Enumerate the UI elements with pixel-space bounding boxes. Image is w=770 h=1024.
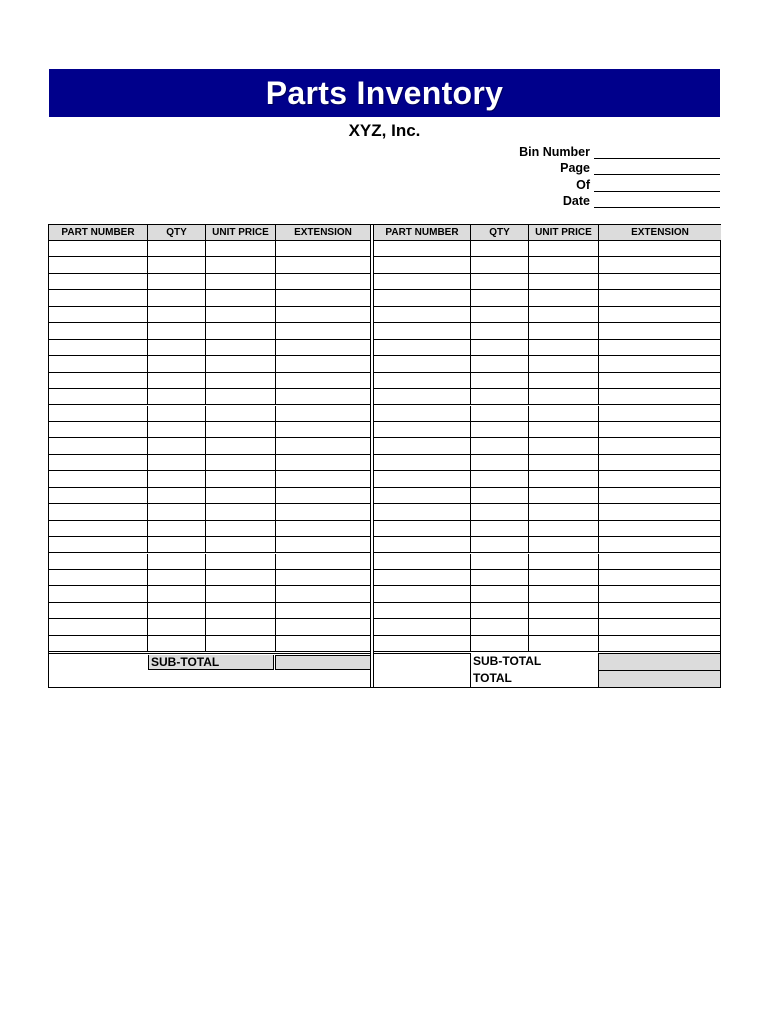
table-cell[interactable] <box>49 406 148 421</box>
table-cell[interactable] <box>471 422 529 437</box>
table-cell[interactable] <box>599 504 721 519</box>
table-cell[interactable] <box>374 521 471 536</box>
table-cell[interactable] <box>276 323 370 338</box>
date-label: Date <box>562 194 590 208</box>
table-cell[interactable] <box>276 274 370 289</box>
table-cell[interactable] <box>374 471 471 486</box>
table-cell[interactable] <box>206 257 276 272</box>
table-cell[interactable] <box>49 554 148 569</box>
table-cell[interactable] <box>529 356 599 371</box>
table-cell[interactable] <box>529 554 599 569</box>
table-row <box>374 290 721 306</box>
table-cell[interactable] <box>206 406 276 421</box>
table-cell[interactable] <box>374 241 471 256</box>
table-cell[interactable] <box>276 438 370 453</box>
table-cell[interactable] <box>49 586 148 601</box>
table-cell[interactable] <box>206 603 276 618</box>
page-field[interactable] <box>594 160 720 175</box>
table-cell[interactable] <box>49 537 148 552</box>
table-row <box>374 471 721 487</box>
table-row <box>374 241 721 257</box>
table-cell[interactable] <box>529 537 599 552</box>
table-cell[interactable] <box>276 422 370 437</box>
table-row <box>374 537 721 553</box>
table-cell[interactable] <box>529 586 599 601</box>
table-cell[interactable] <box>599 389 721 404</box>
page-label: Page <box>560 161 590 175</box>
table-cell[interactable] <box>529 257 599 272</box>
table-cell[interactable] <box>276 471 370 486</box>
table-cell[interactable] <box>599 521 721 536</box>
document-meta <box>480 142 720 208</box>
left-subtotal-label: SUB-TOTAL <box>148 655 274 670</box>
table-cell[interactable] <box>276 307 370 322</box>
table-cell[interactable] <box>599 290 721 305</box>
table-cell[interactable] <box>206 438 276 453</box>
table-cell[interactable] <box>599 455 721 470</box>
table-cell[interactable] <box>276 570 370 585</box>
table-row <box>374 389 721 405</box>
right-subtotal-label: SUB-TOTAL <box>473 654 542 668</box>
table-cell[interactable] <box>206 373 276 388</box>
table-cell[interactable] <box>471 636 529 651</box>
table-cell[interactable] <box>374 603 471 618</box>
table-row <box>374 570 721 586</box>
table-row <box>374 619 721 635</box>
table-cell[interactable] <box>374 619 471 634</box>
table-cell[interactable] <box>49 356 148 371</box>
table-cell[interactable] <box>148 554 206 569</box>
table-row <box>374 323 721 339</box>
table-cell[interactable] <box>471 340 529 355</box>
table-row <box>374 406 721 422</box>
table-cell[interactable] <box>374 504 471 519</box>
table-row <box>374 274 721 290</box>
table-cell[interactable] <box>471 389 529 404</box>
table-cell[interactable] <box>374 389 471 404</box>
table-cell[interactable] <box>148 619 206 634</box>
table-cell[interactable] <box>276 406 370 421</box>
table-row <box>374 603 721 619</box>
table-cell[interactable] <box>276 636 370 651</box>
table-cell[interactable] <box>276 389 370 404</box>
table-cell[interactable] <box>148 586 206 601</box>
table-cell[interactable] <box>49 241 148 256</box>
table-cell[interactable] <box>206 521 276 536</box>
table-cell[interactable] <box>276 257 370 272</box>
table-cell[interactable] <box>148 274 206 289</box>
table-cell[interactable] <box>206 307 276 322</box>
table-cell[interactable] <box>206 241 276 256</box>
table-cell[interactable] <box>599 619 721 634</box>
table-cell[interactable] <box>599 438 721 453</box>
table-cell[interactable] <box>206 356 276 371</box>
table-row <box>49 455 373 471</box>
table-row <box>49 323 373 339</box>
table-cell[interactable] <box>49 257 148 272</box>
of-label: Of <box>576 177 590 192</box>
table-cell[interactable] <box>148 488 206 503</box>
table-row <box>374 504 721 520</box>
left-header-part-number: PART NUMBER <box>49 225 148 240</box>
table-cell[interactable] <box>276 241 370 256</box>
table-cell[interactable] <box>276 488 370 503</box>
table-cell[interactable] <box>599 307 721 322</box>
table-cell[interactable] <box>374 340 471 355</box>
table-cell[interactable] <box>49 603 148 618</box>
table-cell[interactable] <box>276 373 370 388</box>
table-cell[interactable] <box>49 636 148 651</box>
left-header-qty: QTY <box>148 225 206 240</box>
table-cell[interactable] <box>471 274 529 289</box>
table-cell[interactable] <box>471 488 529 503</box>
right-footer <box>374 653 721 688</box>
table-cell[interactable] <box>148 290 206 305</box>
table-cell[interactable] <box>599 241 721 256</box>
table-cell[interactable] <box>529 603 599 618</box>
table-row <box>49 406 373 422</box>
table-cell[interactable] <box>529 241 599 256</box>
table-cell[interactable] <box>148 323 206 338</box>
table-cell[interactable] <box>148 241 206 256</box>
table-cell[interactable] <box>599 586 721 601</box>
table-row <box>374 438 721 454</box>
right-total-value[interactable] <box>598 670 721 688</box>
table-cell[interactable] <box>374 570 471 585</box>
table-row <box>49 554 373 570</box>
table-cell[interactable] <box>471 554 529 569</box>
right-header-unit-price: UNIT PRICE <box>529 225 599 240</box>
right-header-part-number: PART NUMBER <box>374 225 471 240</box>
table-cell[interactable] <box>599 422 721 437</box>
table-cell[interactable] <box>374 257 471 272</box>
table-row <box>374 373 721 389</box>
table-cell[interactable] <box>471 537 529 552</box>
table-cell[interactable] <box>206 586 276 601</box>
table-cell[interactable] <box>49 471 148 486</box>
table-cell[interactable] <box>471 356 529 371</box>
table-cell[interactable] <box>471 603 529 618</box>
table-cell[interactable] <box>148 406 206 421</box>
table-cell[interactable] <box>471 504 529 519</box>
table-cell[interactable] <box>276 290 370 305</box>
table-row <box>49 521 373 537</box>
table-row <box>49 488 373 504</box>
table-cell[interactable] <box>374 290 471 305</box>
of-row <box>480 175 720 192</box>
table-cell[interactable] <box>529 373 599 388</box>
table-row <box>49 373 373 389</box>
table-row <box>49 603 373 619</box>
bin-number-field[interactable] <box>594 144 720 159</box>
table-cell[interactable] <box>148 389 206 404</box>
table-cell[interactable] <box>276 586 370 601</box>
table-cell[interactable] <box>206 537 276 552</box>
table-cell[interactable] <box>529 406 599 421</box>
table-cell[interactable] <box>148 356 206 371</box>
page-row <box>480 159 720 176</box>
table-cell[interactable] <box>529 307 599 322</box>
table-cell[interactable] <box>599 537 721 552</box>
table-cell[interactable] <box>148 570 206 585</box>
table-cell[interactable] <box>148 537 206 552</box>
table-row <box>49 356 373 372</box>
table-cell[interactable] <box>529 570 599 585</box>
page-title: Parts Inventory <box>265 74 504 111</box>
table-cell[interactable] <box>49 373 148 388</box>
table-row <box>374 340 721 356</box>
table-cell[interactable] <box>276 537 370 552</box>
table-cell[interactable] <box>148 521 206 536</box>
table-cell[interactable] <box>529 488 599 503</box>
date-row <box>480 192 720 209</box>
table-cell[interactable] <box>276 356 370 371</box>
table-cell[interactable] <box>276 521 370 536</box>
table-row <box>49 257 373 273</box>
table-cell[interactable] <box>471 323 529 338</box>
table-cell[interactable] <box>276 340 370 355</box>
inventory-sheet <box>48 224 721 688</box>
table-cell[interactable] <box>206 455 276 470</box>
table-cell[interactable] <box>599 340 721 355</box>
table-row <box>374 257 721 273</box>
table-cell[interactable] <box>148 636 206 651</box>
table-row <box>374 307 721 323</box>
right-header-row <box>374 225 721 241</box>
table-row <box>49 537 373 553</box>
table-cell[interactable] <box>49 504 148 519</box>
table-row <box>49 636 373 652</box>
table-cell[interactable] <box>471 471 529 486</box>
table-cell[interactable] <box>49 422 148 437</box>
table-cell[interactable] <box>529 504 599 519</box>
table-cell[interactable] <box>374 422 471 437</box>
table-cell[interactable] <box>374 636 471 651</box>
table-cell[interactable] <box>374 455 471 470</box>
left-inventory-panel <box>49 225 373 687</box>
table-cell[interactable] <box>49 488 148 503</box>
table-cell[interactable] <box>374 323 471 338</box>
table-cell[interactable] <box>529 340 599 355</box>
table-cell[interactable] <box>599 373 721 388</box>
table-cell[interactable] <box>206 389 276 404</box>
table-cell[interactable] <box>206 323 276 338</box>
table-cell[interactable] <box>471 619 529 634</box>
table-cell[interactable] <box>206 636 276 651</box>
table-cell[interactable] <box>529 389 599 404</box>
table-row <box>374 521 721 537</box>
table-cell[interactable] <box>529 619 599 634</box>
table-cell[interactable] <box>374 554 471 569</box>
left-footer <box>49 653 373 688</box>
right-total-label: TOTAL <box>473 671 512 685</box>
table-cell[interactable] <box>471 373 529 388</box>
table-cell[interactable] <box>49 290 148 305</box>
table-cell[interactable] <box>206 570 276 585</box>
table-row <box>49 389 373 405</box>
table-cell[interactable] <box>374 373 471 388</box>
table-row <box>49 586 373 602</box>
table-cell[interactable] <box>599 257 721 272</box>
table-cell[interactable] <box>529 521 599 536</box>
table-cell[interactable] <box>148 603 206 618</box>
table-cell[interactable] <box>471 570 529 585</box>
table-cell[interactable] <box>206 488 276 503</box>
table-cell[interactable] <box>49 323 148 338</box>
table-cell[interactable] <box>206 619 276 634</box>
table-cell[interactable] <box>49 274 148 289</box>
table-cell[interactable] <box>599 356 721 371</box>
table-cell[interactable] <box>599 554 721 569</box>
table-cell[interactable] <box>529 438 599 453</box>
table-cell[interactable] <box>206 504 276 519</box>
table-row <box>374 455 721 471</box>
table-cell[interactable] <box>529 274 599 289</box>
table-cell[interactable] <box>148 373 206 388</box>
table-cell[interactable] <box>529 471 599 486</box>
table-cell[interactable] <box>529 290 599 305</box>
table-cell[interactable] <box>276 603 370 618</box>
table-cell[interactable] <box>599 406 721 421</box>
table-cell[interactable] <box>529 636 599 651</box>
table-row <box>49 274 373 290</box>
table-cell[interactable] <box>471 241 529 256</box>
table-cell[interactable] <box>529 455 599 470</box>
table-cell[interactable] <box>529 323 599 338</box>
left-subtotal-value[interactable] <box>275 655 371 670</box>
table-row <box>49 438 373 454</box>
table-cell[interactable] <box>374 488 471 503</box>
table-cell[interactable] <box>148 340 206 355</box>
left-header-unit-price: UNIT PRICE <box>206 225 276 240</box>
table-cell[interactable] <box>206 422 276 437</box>
table-cell[interactable] <box>206 274 276 289</box>
table-cell[interactable] <box>49 340 148 355</box>
table-cell[interactable] <box>374 586 471 601</box>
right-subtotal-value[interactable] <box>598 653 721 671</box>
table-cell[interactable] <box>529 422 599 437</box>
title-banner <box>49 69 720 117</box>
table-cell[interactable] <box>148 471 206 486</box>
table-row <box>49 619 373 635</box>
table-cell[interactable] <box>49 438 148 453</box>
table-row <box>49 241 373 257</box>
table-row <box>374 554 721 570</box>
table-cell[interactable] <box>276 554 370 569</box>
table-cell[interactable] <box>206 471 276 486</box>
table-cell[interactable] <box>374 537 471 552</box>
table-cell[interactable] <box>148 504 206 519</box>
of-field[interactable] <box>594 177 720 192</box>
table-cell[interactable] <box>206 290 276 305</box>
table-row <box>374 488 721 504</box>
table-cell[interactable] <box>471 438 529 453</box>
left-header-extension: EXTENSION <box>294 227 352 238</box>
bin-number-row <box>480 142 720 159</box>
table-cell[interactable] <box>49 570 148 585</box>
company-name: XYZ, Inc. <box>348 121 421 140</box>
table-cell[interactable] <box>374 307 471 322</box>
table-cell[interactable] <box>49 307 148 322</box>
table-cell[interactable] <box>471 290 529 305</box>
table-row <box>374 636 721 652</box>
table-cell[interactable] <box>49 455 148 470</box>
table-cell[interactable] <box>49 389 148 404</box>
table-cell[interactable] <box>471 521 529 536</box>
table-cell[interactable] <box>599 488 721 503</box>
table-row <box>49 290 373 306</box>
right-header-qty: QTY <box>471 225 529 240</box>
table-row <box>374 422 721 438</box>
table-row <box>374 586 721 602</box>
table-cell[interactable] <box>148 307 206 322</box>
table-cell[interactable] <box>599 570 721 585</box>
table-row <box>49 422 373 438</box>
table-row <box>49 504 373 520</box>
table-cell[interactable] <box>276 504 370 519</box>
table-cell[interactable] <box>206 554 276 569</box>
table-row <box>374 356 721 372</box>
table-cell[interactable] <box>599 471 721 486</box>
table-cell[interactable] <box>148 422 206 437</box>
table-cell[interactable] <box>471 307 529 322</box>
right-footer-blank <box>374 653 471 688</box>
table-row <box>49 307 373 323</box>
table-cell[interactable] <box>206 340 276 355</box>
table-cell[interactable] <box>148 455 206 470</box>
table-cell[interactable] <box>471 455 529 470</box>
table-cell[interactable] <box>471 406 529 421</box>
table-cell[interactable] <box>599 274 721 289</box>
table-cell[interactable] <box>148 257 206 272</box>
date-field[interactable] <box>594 193 720 208</box>
table-cell[interactable] <box>49 619 148 634</box>
table-row <box>49 471 373 487</box>
bin-number-label: Bin Number <box>519 144 590 159</box>
table-cell[interactable] <box>471 586 529 601</box>
table-cell[interactable] <box>49 521 148 536</box>
table-row <box>49 340 373 356</box>
table-cell[interactable] <box>374 356 471 371</box>
right-inventory-panel <box>374 225 721 687</box>
left-footer-rule <box>49 653 370 654</box>
table-cell[interactable] <box>599 323 721 338</box>
table-cell[interactable] <box>374 438 471 453</box>
table-cell[interactable] <box>148 438 206 453</box>
right-header-extension: EXTENSION <box>631 227 689 238</box>
table-cell[interactable] <box>599 603 721 618</box>
left-header-row <box>49 225 373 241</box>
table-row <box>49 570 373 586</box>
table-cell[interactable] <box>374 274 471 289</box>
table-cell[interactable] <box>276 619 370 634</box>
table-cell[interactable] <box>276 455 370 470</box>
table-cell[interactable] <box>471 257 529 272</box>
table-cell[interactable] <box>374 406 471 421</box>
table-cell[interactable] <box>599 636 721 651</box>
